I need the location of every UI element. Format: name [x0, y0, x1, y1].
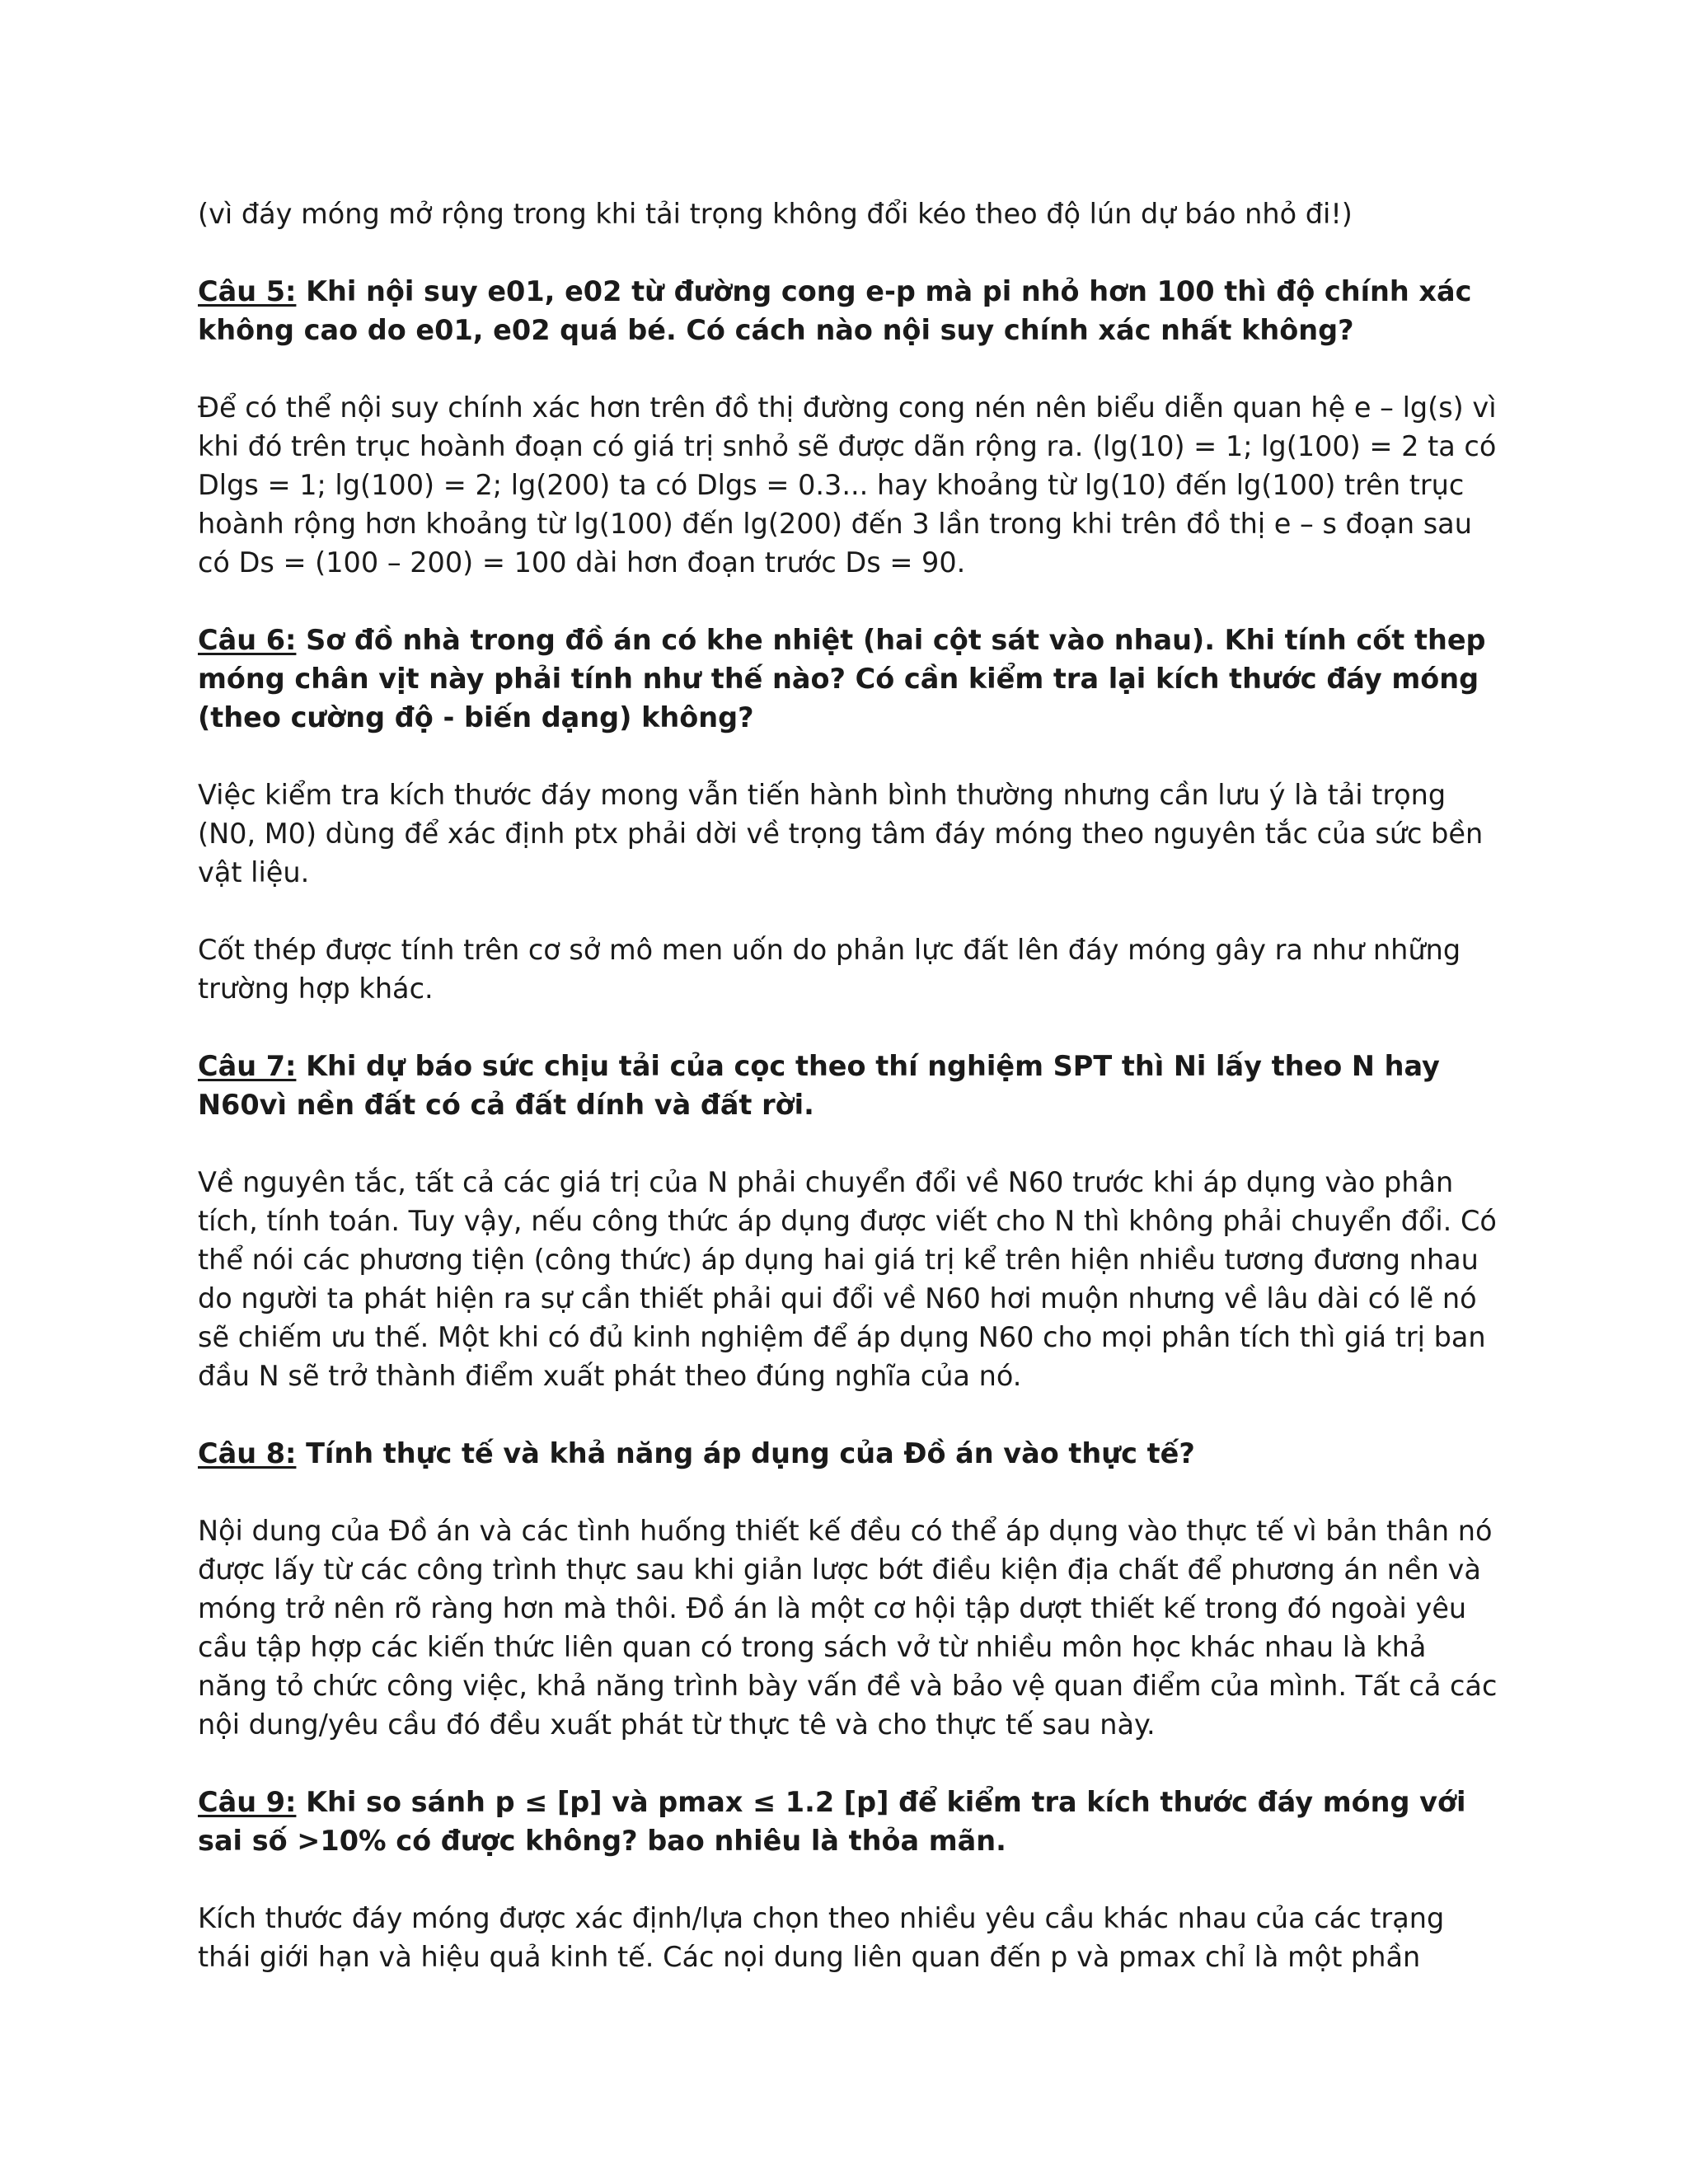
question-6 [198, 621, 1500, 737]
question-6-text: Sơ đồ nhà trong đồ án có khe nhiệt (hai cột sát vào nhau). Khi tính cốt thep móng chân vịt này phải tính như thế nào? Có cần kiểm tra lại kích thước đáy móng (theo cường độ - biến dạng) không? [198, 624, 1486, 733]
question-5 [198, 272, 1500, 349]
question-9 [198, 1783, 1500, 1860]
spacer [198, 737, 1500, 776]
intro-paragraph: (vì đáy móng mở rộng trong khi tải trọng không đổi kéo theo độ lún dự báo nhỏ đi!) [198, 198, 1353, 230]
question-7 [198, 1047, 1500, 1124]
question-8-label: Câu 8: [198, 1437, 297, 1469]
answer-5-paragraph-1: Để có thể nội suy chính xác hơn trên đồ thị đường cong nén nên biểu diễn quan hệ e – lg(s) vì khi đó trên trục hoành đoạn có giá trị snhỏ sẽ được dãn rộng ra. (lg(10) = 1; lg(100) = 2 ta có Dlgs = 1; lg(100) = 2; lg(200) ta có Dlgs = 0.3... hay khoảng từ lg(10) đến lg(100) trên trục hoành rộng hơn khoảng từ lg(100) đến lg(200) đến 3 lần trong khi trên đồ thị e – s đoạn sau có Ds = (100 – 200) = 100 dài hơn đoạn trước Ds = 90. [198, 391, 1497, 579]
answer-6-paragraph-2: Cốt thép được tính trên cơ sở mô men uốn do phản lực đất lên đáy móng gây ra như những trường hợp khác. [198, 934, 1461, 1005]
question-7-label: Câu 7: [198, 1050, 297, 1082]
spacer [198, 349, 1500, 388]
question-6-label: Câu 6: [198, 624, 297, 656]
answer-7-paragraph-1: Về nguyên tắc, tất cả các giá trị của N phải chuyển đổi về N60 trước khi áp dụng vào phân tích, tính toán. Tuy vậy, nếu công thức áp dụng được viết cho N thì không phải chuyển đổi. Có thể nói các phương tiện (công thức) áp dụng hai giá trị kể trên hiện nhiều tương đương nhau do người ta phát hiện ra sự cần thiết phải qui đổi về N60 hơi muộn nhưng về lâu dài có lẽ nó sẽ chiếm ưu thế. Một khi có đủ kinh nghiệm để áp dụng N60 cho mọi phân tích thì giá trị ban đầu N sẽ trở thành điểm xuất phát theo đúng nghĩa của nó. [198, 1166, 1497, 1392]
spacer [198, 233, 1500, 272]
question-7-text: Khi dự báo sức chịu tải của cọc theo thí nghiệm SPT thì Ni lấy theo N hay N60vì nền đất có cả đất dính và đất rời. [198, 1050, 1440, 1121]
question-8 [198, 1434, 1500, 1473]
question-9-text: Khi so sánh p ≤ [p] và pmax ≤ 1.2 [p] để kiểm tra kích thước đáy móng với sai số >10% có được không? bao nhiêu là thỏa mãn. [198, 1786, 1466, 1857]
question-9-label: Câu 9: [198, 1786, 297, 1818]
answer-9-paragraph-1: Kích thước đáy móng được xác định/lựa chọn theo nhiều yêu cầu khác nhau của các trạng thái giới hạn và hiệu quả kinh tế. Các nọi dung liên quan đến p và pmax chỉ là một phần [198, 1902, 1445, 1973]
spacer [198, 1124, 1500, 1163]
answer-8-paragraph-1: Nội dung của Đồ án và các tình huống thiết kế đều có thể áp dụng vào thực tế vì bản thân nó được lấy từ các công trình thực sau khi giản lược bớt điều kiện địa chất để phương án nền và móng trở nên rõ ràng hơn mà thôi. Đồ án là một cơ hội tập dượt thiết kế trong đó ngoài yêu cầu tập hợp các kiến thức liên quan có trong sách vở từ nhiều môn học khác nhau là khả năng tỏ chức công việc, khả năng trình bày vấn đề và bảo vệ quan điểm của mình. Tất cả các nội dung/yêu cầu đó đều xuất phát từ thực tê và cho thực tế sau này. [198, 1515, 1498, 1741]
question-5-text: Khi nội suy e01, e02 từ đường cong e-p mà pi nhỏ hơn 100 thì độ chính xác không cao do e01, e02 quá bé. Có cách nào nội suy chính xác nhất không? [198, 275, 1472, 346]
spacer [198, 1008, 1500, 1047]
spacer [198, 1473, 1500, 1511]
answer-6-paragraph-1: Việc kiểm tra kích thước đáy mong vẫn tiến hành bình thường nhưng cần lưu ý là tải trọng (N0, M0) dùng để xác định ptx phải dời về trọng tâm đáy móng theo nguyên tắc của sức bền vật liệu. [198, 779, 1484, 888]
question-5-label: Câu 5: [198, 275, 297, 307]
question-8-text: Tính thực tế và khả năng áp dụng của Đồ án vào thực tế? [296, 1437, 1195, 1469]
document-page [198, 194, 1500, 1976]
spacer [198, 1395, 1500, 1434]
spacer [198, 1860, 1500, 1899]
spacer [198, 582, 1500, 621]
spacer [198, 1744, 1500, 1783]
spacer [198, 892, 1500, 930]
